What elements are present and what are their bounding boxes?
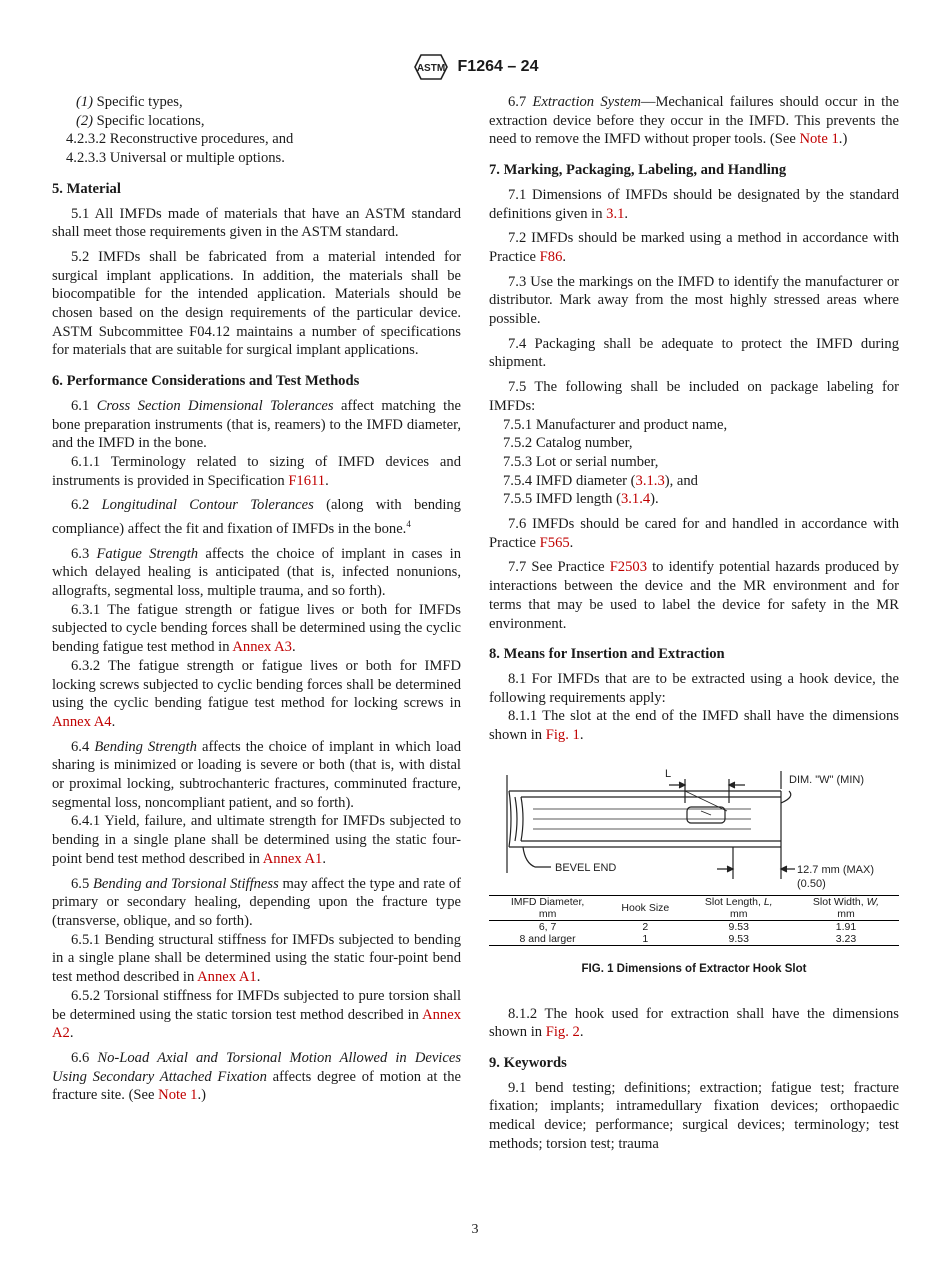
svg-text:ASTM: ASTM: [416, 63, 445, 74]
link-f86[interactable]: F86: [539, 248, 563, 265]
list-item: 7.5.3 Lot or serial number,: [503, 453, 659, 470]
footnote-ref: 4: [406, 519, 411, 530]
list-item: 7.5.2 Catalog number,: [503, 435, 633, 452]
paragraph-7-7: 7.7 See Practice F2503 to identify potential hazards produced by interactions between the device and the MR environment and for terms that may be used to label the device for safety in the MR environment.: [489, 559, 899, 632]
document-code: F1264 – 24: [457, 58, 539, 75]
list-item: 4.2.3.3 Universal or multiple options.: [66, 150, 285, 167]
table-row: 6, 7 2 9.53 1.91: [538, 920, 857, 933]
slot-dimensions-table: [489, 895, 899, 946]
right-column: [489, 93, 899, 1159]
paragraph-6-5: 6.5 Bending and Torsional Stiffness may affect the type and rate of primary or secondary healing, depending upon the fracture type (transverse, oblique, and so forth).: [52, 875, 461, 929]
paragraph-6-4: 6.4 Bending Strength affects the choice of implant in which load sharing is minimized or loading is severe or both (that is, with distal or proximal locking, subtrochanteric fractures, comminuted fracture, segmental loss, noncompliant patient, and so forth).: [52, 738, 461, 811]
astm-logo-icon: [412, 52, 450, 82]
col-header-hook-size: Hook Size: [621, 901, 670, 914]
table-row: 8 and larger 1 9.53 3.23: [489, 933, 899, 946]
link-annex-a3[interactable]: Annex A3: [232, 639, 292, 656]
link-fig-2[interactable]: Fig. 2: [545, 1024, 580, 1041]
label-bevel-end: BEVEL END: [555, 861, 617, 874]
label-dim-w: DIM. "W" (MIN): [789, 773, 865, 786]
paragraph-6-5-2: 6.5.2 Torsional stiffness for IMFDs subjected to pure torsion shall be determined using the static torsion test method described in Annex A2.: [52, 987, 461, 1042]
paragraph-6-4-1: 6.4.1 Yield, failure, and ultimate strength for IMFDs subjected to bending in a single plane shall be determined using the static four-point bend test method described in Annex A1.: [52, 813, 461, 867]
list-item: (1) Specific types,: [76, 94, 183, 110]
label-l: L: [665, 767, 672, 780]
link-f2503[interactable]: F2503: [609, 559, 647, 576]
figure-1: [489, 763, 899, 979]
paragraph-8-1-1: 8.1.1 The slot at the end of the IMFD shall have the dimensions shown in Fig. 1.: [489, 708, 899, 744]
link-3-1-4[interactable]: 3.1.4: [620, 491, 651, 508]
list-types: [52, 93, 461, 130]
paragraph-6-2: 6.2 Longitudinal Contour Tolerances (along with bending compliance) affect the fit and fixation of IMFDs in the bone.$^4$: [52, 497, 461, 537]
list-item: (2) Specific locations,: [76, 112, 205, 129]
paragraph-7-5: 7.5 The following shall be included on package labeling for IMFDs:: [489, 379, 899, 414]
paragraph-7-3: 7.3 Use the markings on the IMFD to identify the manufacturer or distributor. Mark away from the most highly stressed areas where possible.: [489, 273, 899, 328]
link-f565[interactable]: F565: [539, 534, 570, 551]
col-header-slot-width: Slot Width, W, mm: [812, 895, 880, 920]
table-header-row: [489, 895, 899, 920]
paragraph-5-1: 5.1 All IMFDs made of materials that have an ASTM standard shall meet those requirements given in the ASTM standard.: [52, 205, 461, 241]
paragraph-6-7: 6.7 Extraction System—Mechanical failures should occur in the extraction device before they occur in the IMFD. This prevents the need to remove the IMFD without proper tools. (See Note 1.): [489, 94, 899, 148]
section-heading-marking: 7. Marking, Packaging, Labeling, and Handling: [489, 162, 787, 179]
link-fig-1[interactable]: Fig. 1: [545, 727, 580, 744]
link-annex-a4[interactable]: Annex A4: [52, 713, 112, 730]
link-3-1-3[interactable]: 3.1.3: [635, 472, 665, 489]
link-annex-a1[interactable]: Annex A1: [262, 850, 323, 867]
label-max-inch: (0.50): [797, 877, 826, 890]
list-item: 7.5.1 Manufacturer and product name,: [503, 416, 728, 433]
section-heading-keywords: 9. Keywords: [489, 1054, 567, 1071]
paragraph-7-4: 7.4 Packaging shall be adequate to protect the IMFD during shipment.: [489, 335, 899, 371]
list-item: 7.5.4 IMFD diameter (3.1.3), and: [503, 472, 698, 489]
paragraph-6-6: 6.6 No-Load Axial and Torsional Motion Allowed in Devices Using Secondary Attached Fixation affects degree of motion at the fracture site. (See Note 1.): [52, 1049, 461, 1104]
paragraph-7-2: 7.2 IMFDs should be marked using a method in accordance with Practice F86.: [489, 230, 899, 265]
section-heading-material: 5. Material: [52, 180, 121, 197]
page-header: [0, 52, 950, 82]
paragraph-9-1: 9.1 bend testing; definitions; extraction; fatigue test; fracture fixation; implants; intramedullary fixation devices; orthopaedic medical device; performance; surgical devices; terminology; test methods; torsion test; trauma: [489, 1079, 899, 1152]
list-labeling: [489, 416, 899, 510]
list-subitems: [52, 130, 461, 167]
left-column: [52, 93, 461, 1111]
link-annex-a2[interactable]: Annex A2: [52, 1006, 461, 1042]
paragraph-5-2: 5.2 IMFDs shall be fabricated from a material intended for surgical implant applications. In addition, the materials shall be biocompatible for the intended application. Materials should be chosen based on the design requirements of the particular device. ASTM Subcommittee F04.12 maintains a number of specifications for materials that are suitable for surgical implant applications.: [52, 248, 461, 359]
page-number: 3: [471, 1222, 479, 1237]
link-f1611[interactable]: F1611: [288, 472, 326, 489]
link-note-1[interactable]: Note 1: [799, 131, 839, 148]
col-header-slot-length: Slot Length, L, mm: [704, 895, 773, 920]
link-annex-a1[interactable]: Annex A1: [197, 969, 257, 986]
col-header-diameter: IMFD Diameter, mm: [510, 895, 585, 920]
paragraph-7-6: 7.6 IMFDs should be cared for and handled in accordance with Practice F565.: [489, 516, 899, 551]
paragraph-6-1-1: 6.1.1 Terminology related to sizing of IMFD devices and instruments is provided in Specification F1611.: [52, 453, 461, 489]
link-3-1[interactable]: 3.1: [606, 205, 625, 222]
paragraph-6-3-2: 6.3.2 The fatigue strength or fatigue lives or both for IMFD locking screws subjected to cyclic bending forces shall be determined using the cyclic bending fatigue test method for locking screws in Annex A4.: [52, 657, 461, 730]
paragraph-6-5-1: 6.5.1 Bending structural stiffness for IMFDs subjected to bending in a single plane shall be determined using the static four-point bend test method described in Annex A1.: [52, 931, 461, 986]
paragraph-8-1-2: 8.1.2 The hook used for extraction shall have the dimensions shown in Fig. 2.: [489, 1005, 899, 1041]
link-note-1[interactable]: Note 1: [158, 1087, 198, 1104]
section-heading-performance: 6. Performance Considerations and Test Methods: [52, 373, 360, 390]
paragraph-6-3-1: 6.3.1 The fatigue strength or fatigue lives or both for IMFDs subjected to cycle bending forces shall be determined using the cyclic bending fatigue test method in Annex A3.: [52, 601, 461, 656]
section-heading-insertion: 8. Means for Insertion and Extraction: [489, 646, 725, 663]
paragraph-7-1: 7.1 Dimensions of IMFDs should be designated by the standard definitions given in 3.1.: [489, 186, 899, 222]
paragraph-6-1: 6.1 Cross Section Dimensional Tolerances affect matching the bone preparation instruments (that is, reamers) to the IMFD diameter, and the IMFD in the bone.: [52, 397, 461, 452]
label-max: 12.7 mm (MAX): [797, 863, 875, 876]
extractor-slot-drawing: [489, 763, 899, 893]
paragraph-8-1: 8.1 For IMFDs that are to be extracted using a hook device, the following requirements apply:: [489, 670, 899, 706]
figure-caption: FIG. 1 Dimensions of Extractor Hook Slot: [581, 962, 807, 975]
paragraph-6-3: 6.3 Fatigue Strength affects the choice of implant in cases in which delayed healing is anticipated (that is, infected nonunions, allografts, segmental loss, multiple trauma, and so forth).: [52, 545, 461, 600]
list-item: 4.2.3.2 Reconstructive procedures, and: [66, 131, 294, 148]
list-item: 7.5.5 IMFD length (3.1.4).: [503, 491, 659, 508]
